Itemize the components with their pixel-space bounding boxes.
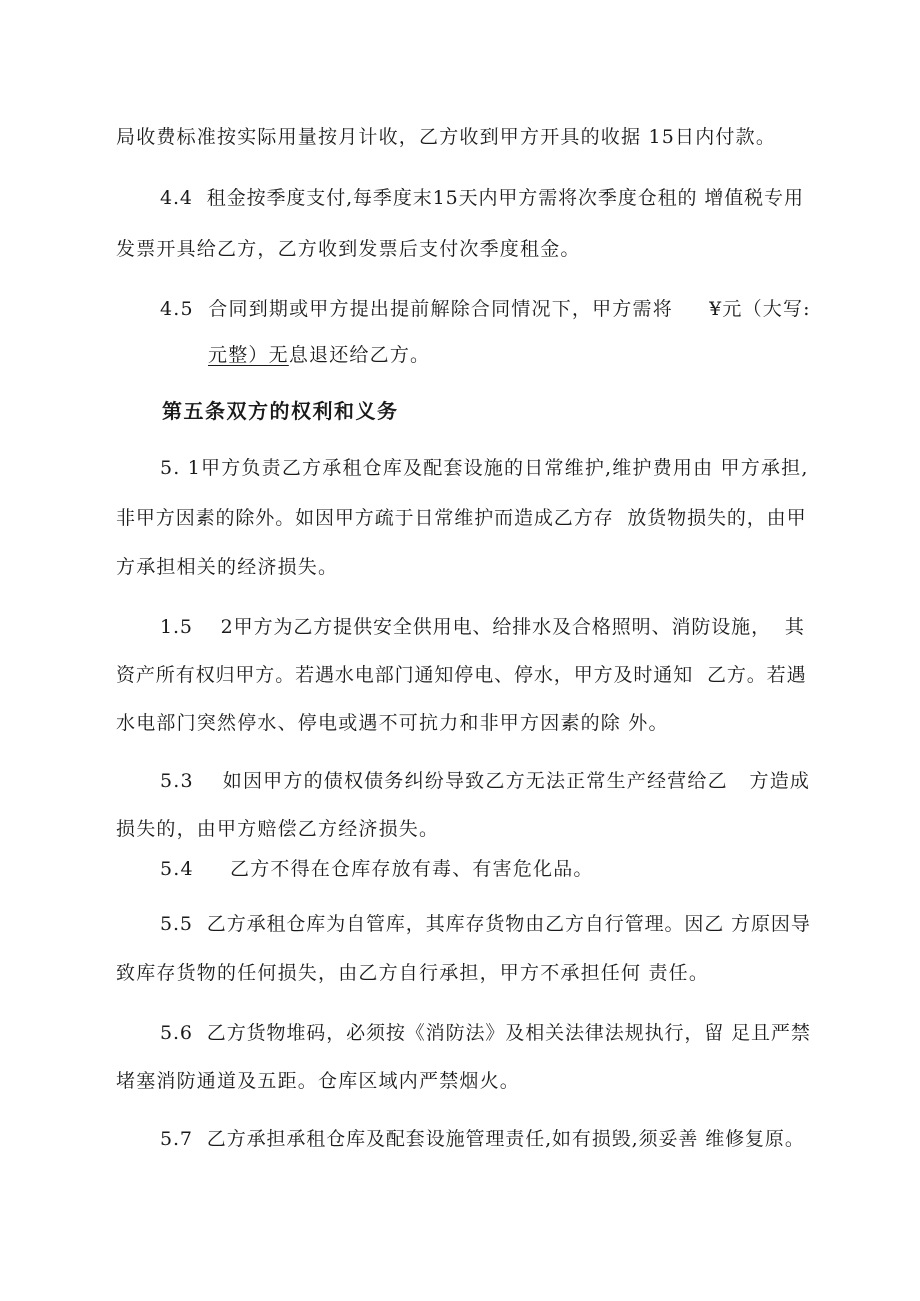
clause-4-5: 4.5 合同到期或甲方提出提前解除合同情况下，甲方需将 ¥元（大写: [160,298,811,320]
text-line: 局收费标准按实际用量按月计收，乙方收到甲方开具的收据 15日内付款。 [116,126,777,148]
text-line: 损失的，由甲方赔偿乙方经济损失。 [116,818,440,840]
text-line: 发票开具给乙方，乙方收到发票后支付次季度租金。 [116,238,581,260]
clause-5-3: 5.3 如因甲方的债权债务纠纷导致乙方无法正常生产经营给乙 方造成 [160,770,811,792]
clause-5-6: 5.6 乙方货物堆码，必须按《消防法》及相关法律法规执行，留 足且严禁 [160,1022,811,1044]
text-line: 堵塞消防通道及五距。仓库区域内严禁烟火。 [116,1070,521,1092]
text-line: 水电部门突然停水、停电或遇不可抗力和非甲方因素的除 外。 [116,712,669,734]
clause-5-2: 1.5 2甲方为乙方提供安全供用电、给排水及合格照明、消防设施， 其 [160,616,805,638]
clause-5-1: 5. 1甲方负责乙方承租仓库及配套设施的日常维护,维护费用由 甲方承担, [160,457,809,479]
text-line: 非甲方因素的除外。如因甲方疏于日常维护而造成乙方存 放货物损失的，由甲 [116,507,807,529]
section-heading: 第五条双方的权利和义务 [162,399,399,423]
text-fragment: 息退还给乙方。 [288,344,431,366]
text-line [208,342,430,368]
amount-underline: 元整）无 [208,344,289,366]
clause-5-7: 5.7 乙方承担承租仓库及配套设施管理责任,如有损毁,须妥善 维修复原。 [160,1128,805,1150]
clause-5-5: 5.5 乙方承租仓库为自管库，其库存货物由乙方自行管理。因乙 方原因导 [160,913,811,935]
clause-5-4: 5.4 乙方不得在仓库存放有毒、有害危化品。 [160,858,594,880]
text-line: 资产所有权归甲方。若遇水电部门通知停电、停水，甲方及时通知 乙方。若遇 [116,664,807,686]
text-line: 致库存货物的任何损失，由乙方自行承担，甲方不承担任何 责任。 [116,962,710,984]
clause-4-4: 4.4 租金按季度支付,每季度末15天内甲方需将次季度仓租的 增值税专用 [160,187,804,209]
text-line: 方承担相关的经济损失。 [116,556,339,578]
